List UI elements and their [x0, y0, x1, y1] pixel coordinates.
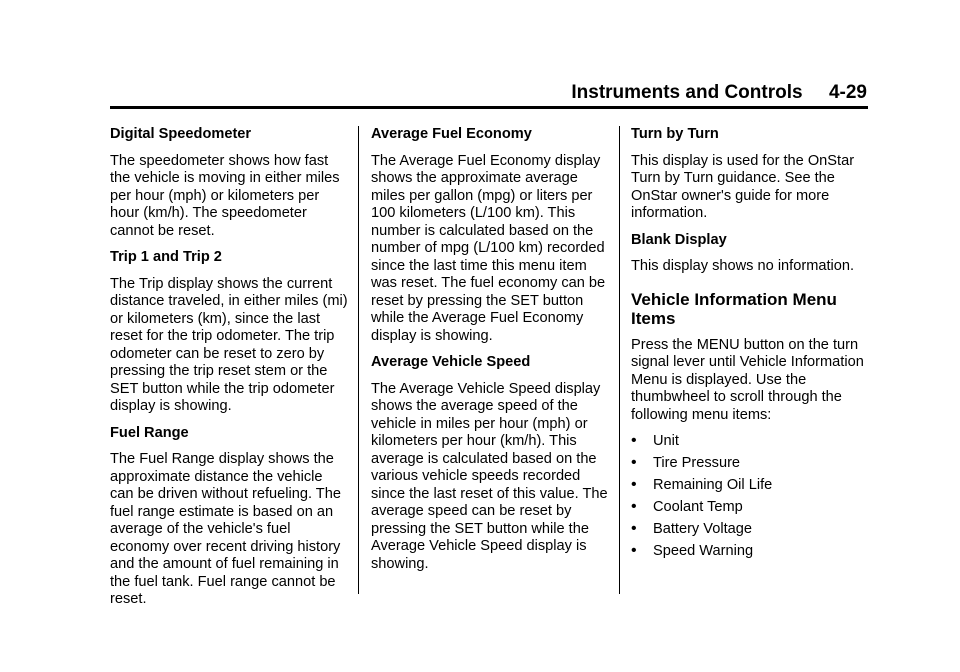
list-item-label: Battery Voltage [653, 521, 752, 537]
page-number: 4-29 [828, 82, 867, 103]
list-item [631, 521, 871, 539]
vehicle-information-menu-heading: Vehicle Information Menu Items [631, 289, 837, 328]
trip-text: The Trip display shows the current distance traveled, in either miles (mi) or kilometers (km), since the last reset for the trip odometer. The trip odometer can be reset to zero by pressing the trip reset stem or the SET button while the trip odometer display is showing. [110, 275, 348, 414]
column-1 [110, 126, 350, 618]
average-vehicle-speed-heading: Average Vehicle Speed [371, 354, 531, 370]
bullet-icon: • [631, 498, 637, 515]
list-item-label: Unit [653, 433, 679, 449]
fuel-range-heading: Fuel Range [110, 424, 189, 441]
list-item [631, 477, 871, 495]
list-item [631, 499, 871, 517]
turn-by-turn-heading: Turn by Turn [631, 126, 719, 142]
menu-items-list [631, 433, 871, 561]
blank-display-heading: Blank Display [631, 231, 727, 248]
bullet-icon: • [631, 542, 637, 559]
bullet-icon: • [631, 432, 637, 449]
bullet-icon: • [631, 454, 637, 471]
digital-speedometer-heading: Digital Speedometer [110, 126, 252, 142]
column-divider [358, 126, 359, 594]
list-item [631, 543, 871, 561]
fuel-range-text: The Fuel Range display shows the approximate distance the vehicle can be driven without refueling. The fuel range estimate is based on an average of the vehicle's fuel economy over recent driving history and the amount of fuel remaining in the fuel tank. Fuel range cannot be reset. [110, 451, 341, 607]
average-fuel-economy-heading: Average Fuel Economy [371, 126, 532, 142]
column-2 [371, 126, 611, 582]
list-item-label: Coolant Temp [653, 499, 743, 515]
column-divider [619, 126, 620, 594]
average-vehicle-speed-text: The Average Vehicle Speed display shows the average speed of the vehicle in miles per hour (mph) or kilometers per hour (km/h). This average is calculated based on the various vehicle speeds recorded since the last reset of this value. The average speed can be reset by pressing the SET button while the Average Vehicle Speed display is showing. [371, 380, 608, 572]
list-item [631, 455, 871, 473]
list-item-label: Remaining Oil Life [653, 477, 773, 493]
list-item-label: Speed Warning [653, 543, 754, 559]
bullet-icon: • [631, 520, 637, 537]
bullet-icon: • [631, 476, 637, 493]
column-3 [631, 126, 871, 565]
list-item [631, 433, 871, 451]
digital-speedometer-text: The speedometer shows how fast the vehicle is moving in either miles per hour (mph) or kilometers per hour (km/h). The speedometer cannot be reset. [110, 152, 340, 239]
average-fuel-economy-text: The Average Fuel Economy display shows the approximate average miles per gallon (mpg) or liters per 100 kilometers (L/100 km). This number is calculated based on the number of mpg (L/100 km) recorded since the last time this menu item was reset. The fuel economy can be reset by pressing the SET button while the Average Fuel Economy display is showing. [371, 152, 606, 344]
vehicle-information-menu-text: Press the MENU button on the turn signal lever until Vehicle Information Menu is displayed. Use the thumbwheel to scroll through the following menu items: [631, 336, 864, 423]
list-item-label: Tire Pressure [653, 455, 741, 471]
blank-display-text: This display shows no information. [631, 258, 855, 274]
running-head [571, 82, 867, 104]
trip-heading: Trip 1 and Trip 2 [110, 249, 222, 265]
header-rule [110, 106, 868, 109]
section-title: Instruments and Controls [571, 82, 803, 103]
turn-by-turn-text: This display is used for the OnStar Turn by Turn guidance. See the OnStar owner's guide for more information. [631, 152, 855, 221]
